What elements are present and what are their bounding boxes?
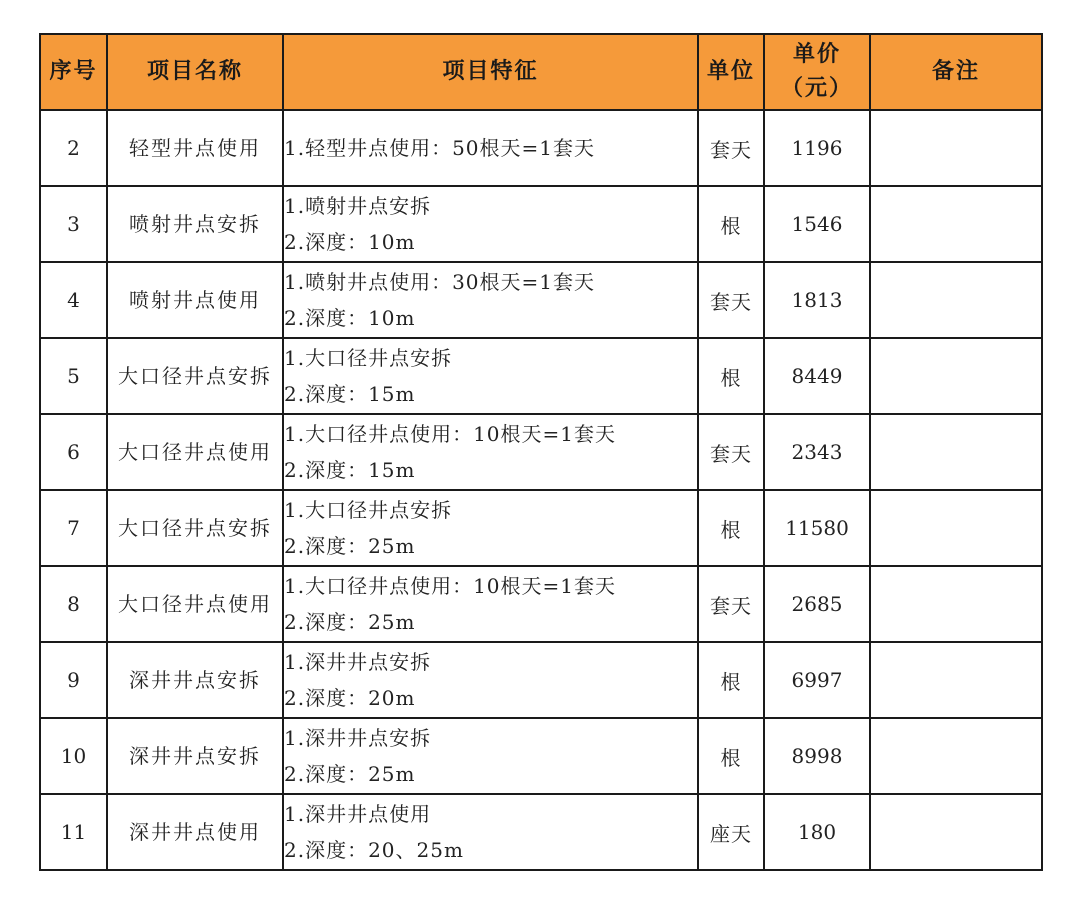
cell-name: 大口径井点使用	[107, 414, 283, 490]
cell-price: 11580	[764, 490, 870, 566]
cell-no: 9	[40, 642, 107, 718]
feature-line-2: 2.深度：25m	[284, 762, 416, 786]
cell-remark	[870, 414, 1042, 490]
cell-no: 10	[40, 718, 107, 794]
feature-line-1: 1.深井井点安拆	[284, 726, 432, 750]
feature-line-1: 1.大口径井点使用：10根天=1套天	[284, 574, 617, 598]
cell-unit: 座天	[698, 794, 764, 870]
table-row	[40, 338, 1042, 414]
cell-no: 11	[40, 794, 107, 870]
cell-unit: 根	[698, 186, 764, 262]
cell-price: 8449	[764, 338, 870, 414]
cell-price: 6997	[764, 642, 870, 718]
header-feature: 项目特征	[283, 34, 698, 110]
header-price	[764, 34, 870, 110]
feature-line-1: 1.大口径井点安拆	[284, 346, 453, 370]
header-row	[40, 34, 1042, 110]
feature-line-1: 1.大口径井点使用：10根天=1套天	[284, 422, 617, 446]
table-row	[40, 490, 1042, 566]
cell-feature	[283, 566, 698, 642]
table-row	[40, 718, 1042, 794]
cell-remark	[870, 110, 1042, 186]
cell-remark	[870, 490, 1042, 566]
feature-line-1: 1.轻型井点使用：50根天=1套天	[284, 136, 596, 160]
cell-remark	[870, 794, 1042, 870]
cell-feature	[283, 642, 698, 718]
cell-price: 1813	[764, 262, 870, 338]
cell-name: 大口径井点使用	[107, 566, 283, 642]
table-row	[40, 110, 1042, 186]
feature-line-1: 1.深井井点使用	[284, 802, 432, 826]
cell-name: 大口径井点安拆	[107, 338, 283, 414]
cell-remark	[870, 566, 1042, 642]
cell-unit: 根	[698, 338, 764, 414]
header-price-line2: （元）	[780, 76, 853, 101]
cell-name: 喷射井点安拆	[107, 186, 283, 262]
table-row	[40, 794, 1042, 870]
cell-name: 喷射井点使用	[107, 262, 283, 338]
cell-feature	[283, 794, 698, 870]
cell-feature	[283, 338, 698, 414]
cell-no: 2	[40, 110, 107, 186]
cell-price: 2343	[764, 414, 870, 490]
table-row	[40, 642, 1042, 718]
cell-remark	[870, 186, 1042, 262]
cell-name: 深井井点安拆	[107, 642, 283, 718]
cell-unit: 套天	[698, 110, 764, 186]
cell-remark	[870, 262, 1042, 338]
feature-line-1: 1.喷射井点安拆	[284, 194, 432, 218]
feature-line-1: 1.深井井点安拆	[284, 650, 432, 674]
cell-feature	[283, 186, 698, 262]
feature-line-1: 1.喷射井点使用：30根天=1套天	[284, 270, 596, 294]
cell-name: 深井井点使用	[107, 794, 283, 870]
cell-no: 8	[40, 566, 107, 642]
cell-name: 深井井点安拆	[107, 718, 283, 794]
feature-line-2: 2.深度：15m	[284, 458, 416, 482]
cell-price: 1196	[764, 110, 870, 186]
cell-no: 4	[40, 262, 107, 338]
table-row	[40, 186, 1042, 262]
cell-remark	[870, 642, 1042, 718]
cell-no: 6	[40, 414, 107, 490]
cell-feature	[283, 490, 698, 566]
price-table	[39, 33, 1043, 871]
feature-line-2: 2.深度：20m	[284, 686, 416, 710]
cell-price: 1546	[764, 186, 870, 262]
cell-unit: 根	[698, 718, 764, 794]
cell-name: 大口径井点安拆	[107, 490, 283, 566]
cell-feature	[283, 262, 698, 338]
feature-line-2: 2.深度：25m	[284, 610, 416, 634]
table-body	[40, 110, 1042, 870]
cell-price: 2685	[764, 566, 870, 642]
header-no: 序号	[40, 34, 107, 110]
table-row	[40, 262, 1042, 338]
feature-line-2: 2.深度：10m	[284, 306, 416, 330]
feature-line-2: 2.深度：20、25m	[284, 838, 464, 862]
table-header	[40, 34, 1042, 110]
header-unit: 单位	[698, 34, 764, 110]
cell-unit: 根	[698, 490, 764, 566]
cell-feature	[283, 414, 698, 490]
feature-line-2: 2.深度：10m	[284, 230, 416, 254]
header-price-line1: 单价	[792, 42, 841, 67]
table-row	[40, 414, 1042, 490]
cell-price: 8998	[764, 718, 870, 794]
cell-no: 3	[40, 186, 107, 262]
cell-feature	[283, 110, 698, 186]
cell-unit: 套天	[698, 566, 764, 642]
cell-name: 轻型井点使用	[107, 110, 283, 186]
cell-unit: 套天	[698, 262, 764, 338]
feature-line-1: 1.大口径井点安拆	[284, 498, 453, 522]
header-remark: 备注	[870, 34, 1042, 110]
cell-remark	[870, 718, 1042, 794]
cell-no: 5	[40, 338, 107, 414]
cell-remark	[870, 338, 1042, 414]
header-name: 项目名称	[107, 34, 283, 110]
cell-price: 180	[764, 794, 870, 870]
cell-unit: 根	[698, 642, 764, 718]
feature-line-2: 2.深度：25m	[284, 534, 416, 558]
cell-feature	[283, 718, 698, 794]
feature-line-2: 2.深度：15m	[284, 382, 416, 406]
cell-unit: 套天	[698, 414, 764, 490]
cell-no: 7	[40, 490, 107, 566]
table-row	[40, 566, 1042, 642]
